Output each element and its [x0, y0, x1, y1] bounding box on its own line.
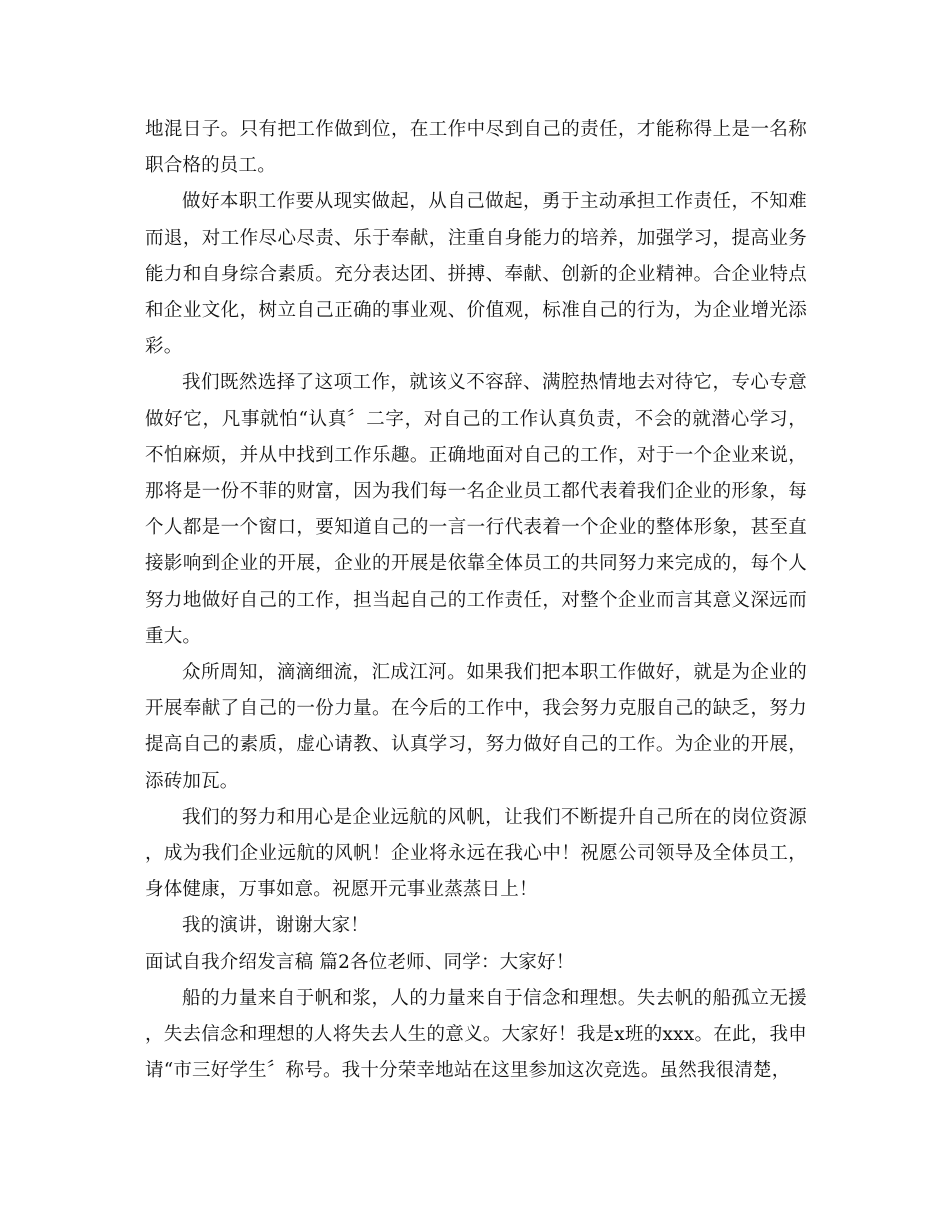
document-page	[145, 112, 807, 1089]
paragraph-4: 众所周知，滴滴细流，汇成江河。如果我们把本职工作做好，就是为企业的开展奉献了自己的一份力量。在今后的工作中，我会努力克服自己的缺乏，努力提高自己的素质，虚心请教、认真学习，努力做好自己的工作。为企业的开展，添砖加瓦。	[145, 662, 807, 792]
paragraph-1: 地混日子。只有把工作做到位，在工作中尽到自己的责任，才能称得上是一名称职合格的员工。	[145, 119, 807, 177]
paragraph-7: 船的力量来自于帆和浆，人的力量来自于信念和理想。失去帆的船孤立无援，失去信念和理想的人将失去人生的意义。大家好！我是x班的xxx。在此，我申请“市三好学生〞称号。我十分荣幸地站在这里参加这次竞选。虽然我很清楚，	[145, 987, 807, 1082]
paragraph-2: 做好本职工作要从现实做起，从自己做起，勇于主动承担工作责任，不知难而退，对工作尽心尽责、乐于奉献，注重自身能力的培养，加强学习，提高业务能力和自身综合素质。充分表达团、拼搏、奉献、创新的企业精神。合企业特点和企业文化，树立自己正确的事业观、价值观，标准自己的行为，为企业增光添彩。	[145, 191, 807, 358]
section-heading: 面试自我介绍发言稿 篇2各位老师、同学：大家好！	[145, 951, 575, 973]
paragraph-3: 我们既然选择了这项工作，就该义不容辞、满腔热情地去对待它，专心专意做好它，凡事就怕“认真〞二字，对自己的工作认真负责，不会的就潜心学习，不怕麻烦，并从中找到工作乐趣。正确地面对自己的工作，对于一个企业来说，那将是一份不菲的财富，因为我们每一名企业员工都代表着我们企业的形象，每个人都是一个窗口，要知道自己的一言一行代表着一个企业的整体形象，甚至直接影响到企业的开展，企业的开展是依靠全体员工的共同努力来完成的，每个人努力地做好自己的工作，担当起自己的工作责任，对整个企业而言其意义深远而重大。	[145, 372, 807, 647]
paragraph-6: 我的演讲，谢谢大家！	[182, 915, 370, 937]
paragraph-5: 我们的努力和用心是企业远航的风帆，让我们不断提升自己所在的岗位资源，成为我们企业远航的风帆！企业将永远在我心中！祝愿公司领导及全体员工，身体健康，万事如意。祝愿开元事业蒸蒸日上！	[145, 806, 807, 901]
